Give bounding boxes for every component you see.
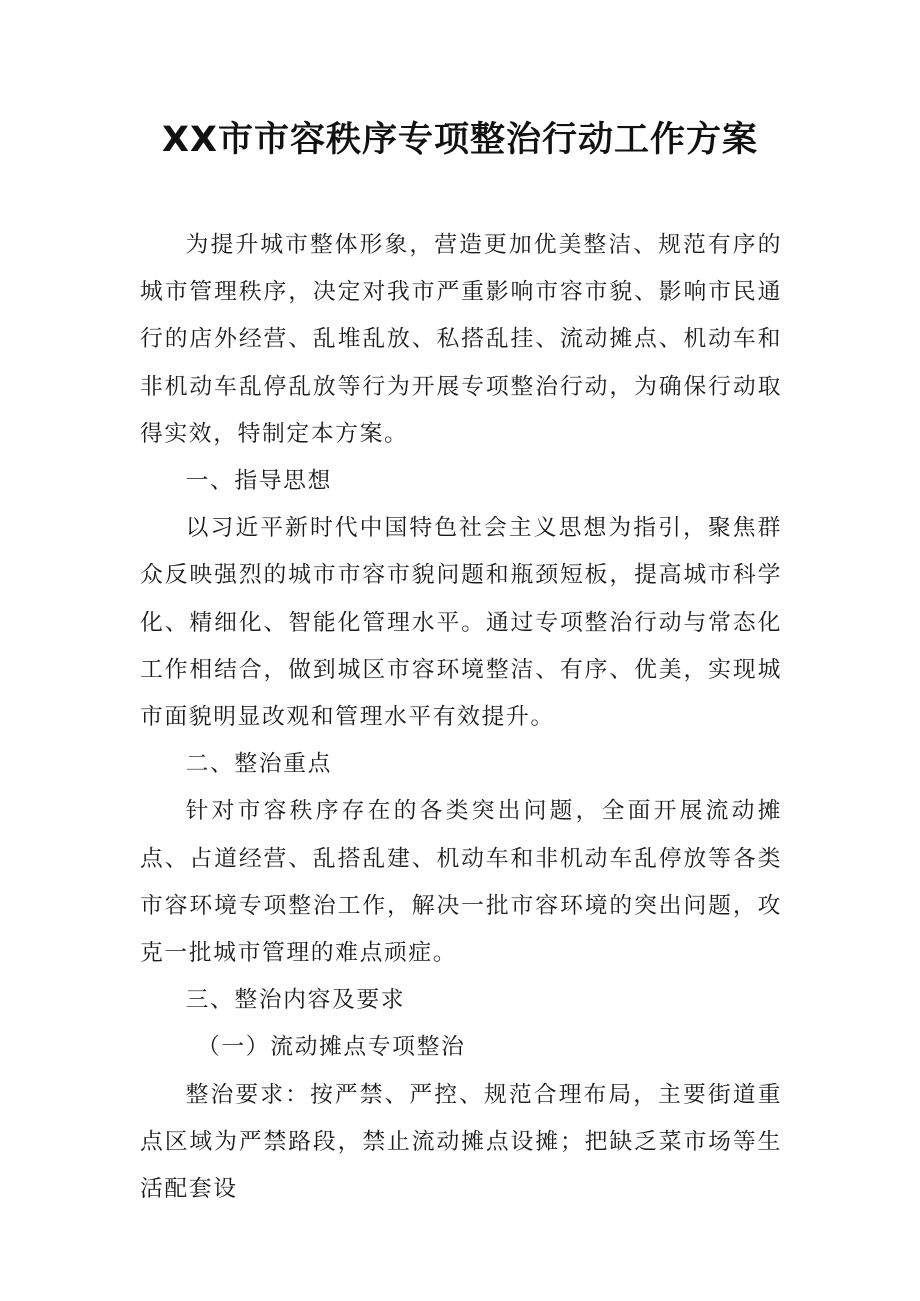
section-paragraph-key-points: 针对市容秩序存在的各类突出问题，全面开展流动摊点、占道经营、乱搭乱建、机动车和非机动车乱停放等各类市容环境专项整治工作，解决一批市容环境的突出问题，攻克一批城市管理的难点顽症。: [140, 798, 782, 967]
subsection-paragraph-mobile-stalls: 整治要求：按严禁、严控、规范合理布局，主要街道重点区域为严禁路段，禁止流动摊点设摊；把缺乏菜市场等生活配套设: [140, 1081, 782, 1203]
section-heading-content-requirements: 三、整治内容及要求: [185, 987, 406, 1014]
section-heading-guiding-ideology: 一、指导思想: [185, 468, 332, 495]
document-body: [140, 222, 782, 1213]
section-paragraph-guiding-ideology: 以习近平新时代中国特色社会主义思想为指引，聚焦群众反映强烈的城市市容市貌问题和瓶颈短板，提高城市科学化、精细化、智能化管理水平。通过专项整治行动与常态化工作相结合，做到城区市容环境整洁、有序、优美，实现城市面貌明显改观和管理水平有效提升。: [140, 515, 782, 731]
section-heading-key-points: 二、整治重点: [185, 751, 332, 778]
document-title: XX市市容秩序专项整治行动工作方案: [162, 120, 758, 160]
subsection-heading-mobile-stalls: （一）流动摊点专项整治: [197, 1034, 466, 1061]
intro-paragraph: 为提升城市整体形象，营造更加优美整洁、规范有序的城市管理秩序，决定对我市严重影响市容市貌、影响市民通行的店外经营、乱堆乱放、私搭乱挂、流动摊点、机动车和非机动车乱停乱放等行为开展专项整治行动，为确保行动取得实效，特制定本方案。: [140, 232, 782, 447]
